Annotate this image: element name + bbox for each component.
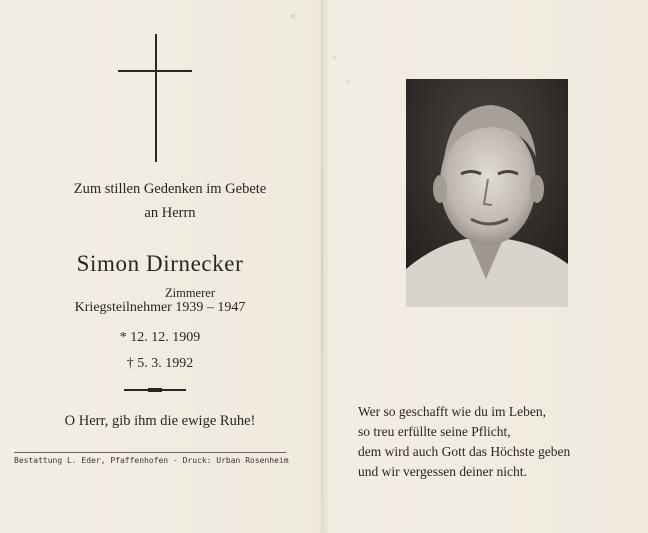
intro-line-1: Zum stillen Gedenken im Gebete xyxy=(73,181,267,197)
memorial-poem xyxy=(358,402,570,482)
credits-text: Bestattung L. Eder, Pfaffenhofen - Druck: Urban Rosenheim xyxy=(14,456,289,465)
poem-line: Wer so geschafft wie du im Leben, xyxy=(358,404,546,419)
deceased-name: Simon Dirnecker xyxy=(76,251,244,276)
portrait-photo-icon xyxy=(406,79,568,307)
card-fold xyxy=(321,0,323,533)
poem-line: so treu erfüllte seine Pflicht, xyxy=(358,424,511,439)
cross-icon xyxy=(118,34,194,164)
paper-spot xyxy=(347,80,350,83)
ornamental-divider xyxy=(124,389,186,391)
prayer-text: O Herr, gib ihm die ewige Ruhe! xyxy=(64,413,256,429)
birth-date: * 12. 12. 1909 xyxy=(119,330,201,345)
poem-line: und wir vergessen deiner nicht. xyxy=(358,464,527,479)
intro-line-2: an Herrn xyxy=(144,205,196,221)
occupation: Zimmerer xyxy=(165,286,215,300)
death-date: † 5. 3. 1992 xyxy=(126,356,194,371)
poem-line: dem wird auch Gott das Höchste geben xyxy=(358,444,571,459)
war-service: Kriegsteilnehmer 1939 – 1947 xyxy=(74,300,246,315)
paper-spot xyxy=(291,14,295,18)
portrait-photo xyxy=(406,79,568,307)
paper-spot xyxy=(333,56,336,59)
credits-rule xyxy=(14,452,286,453)
